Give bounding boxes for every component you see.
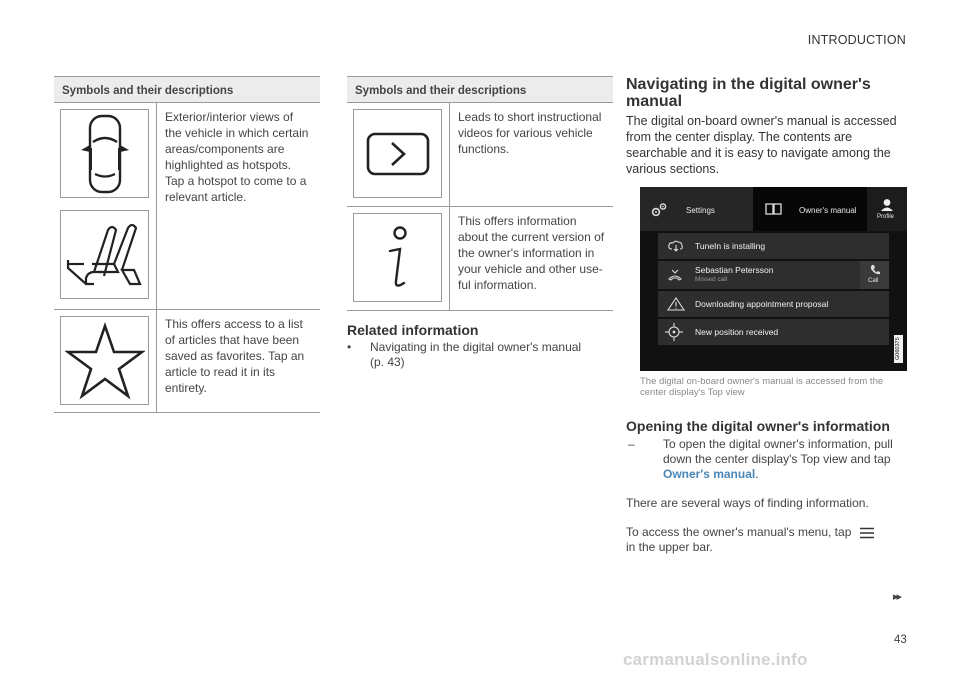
step-item: [626, 437, 908, 482]
notification-item[interactable]: [658, 261, 889, 289]
notification-item[interactable]: [658, 233, 889, 259]
related-link-text[interactable]: Navigating in the digital owner's manual (p. 43): [370, 340, 582, 369]
notification-title: New position received: [695, 327, 779, 337]
hamburger-menu-icon: [859, 527, 875, 539]
call-button[interactable]: [860, 261, 889, 289]
tab-owners-manual[interactable]: [753, 187, 867, 231]
step-text: To open the digital owner's information, pull down the center display's Top view and tap: [663, 437, 893, 466]
notification-item[interactable]: [658, 291, 889, 317]
icon-cell: [54, 103, 157, 309]
icon-cell: [347, 103, 450, 206]
user-icon: [880, 198, 894, 212]
notification-item[interactable]: [658, 319, 889, 345]
car-hotspot-icon: [60, 109, 149, 198]
section-intro: The digital on-board owner's manual is accessed from the center display. The contents are searchable and it is easy to navigate among the various sections.: [626, 114, 897, 176]
tab-settings[interactable]: [640, 187, 753, 231]
watermark: carmanualsonline.info: [623, 650, 808, 669]
warning-icon: [667, 297, 685, 311]
gps-position-icon: [664, 323, 684, 341]
page-number: 43: [894, 634, 907, 646]
call-label: Call: [868, 278, 879, 284]
info-icon: [353, 213, 442, 302]
related-link[interactable]: [347, 340, 597, 370]
center-display-image: [640, 187, 907, 371]
menu-text-end: in the upper bar.: [626, 540, 713, 554]
star-icon: [60, 316, 149, 405]
row-description: Leads to short instructional videos for various vehicle functions.: [458, 110, 602, 156]
section-navigating: [626, 76, 908, 177]
notification-title: Downloading appointment proposal: [695, 299, 829, 309]
bullet: •: [347, 340, 352, 354]
step-end: .: [755, 467, 759, 481]
row-description: This offers access to a list of articles that have been saved as favorites. Tap an article to read it in its entirety.: [165, 317, 305, 395]
table-heading: Symbols and their descriptions: [54, 77, 320, 103]
paragraph-menu: [626, 525, 908, 555]
row-description: Exterior/interior views of the vehicle in which certain areas/components are highlighted as hotspots. Tap a hotspot to come to a relevant article.: [165, 110, 309, 204]
table-row: [54, 310, 320, 413]
step-text-wrap: [663, 437, 908, 482]
notification-subtitle: Missed call: [695, 276, 728, 283]
opening-title: Opening the digital owner's information: [626, 418, 890, 434]
tab-manual-label: Owner's manual: [799, 206, 857, 215]
table-heading: Symbols and their descriptions: [347, 77, 613, 103]
related-title: Related information: [347, 322, 479, 338]
gear-icon: [650, 202, 668, 218]
icon-cell: [54, 310, 157, 412]
icon-cell: [347, 207, 450, 310]
row-description: This offers information about the current version of the owner's information in your vehicle and other use-ful information.: [458, 214, 605, 292]
section-title: Navigating in the digital owner's manual: [626, 76, 871, 110]
tab-profile[interactable]: [867, 187, 907, 231]
book-icon: [765, 202, 782, 215]
image-code: G060375: [894, 335, 903, 363]
tab-settings-label: Settings: [686, 206, 715, 215]
table-row: [347, 103, 613, 207]
notification-title: TuneIn is installing: [695, 241, 766, 251]
section-opening: [626, 418, 908, 555]
notification-title: Sebastian Petersson: [695, 265, 774, 275]
table-row: [347, 207, 613, 311]
play-video-icon: [353, 109, 442, 198]
image-caption: The digital on-board owner's manual is accessed from the center display's Top view: [640, 376, 884, 398]
symbols-table-middle: [347, 76, 613, 311]
next-page-arrows[interactable]: ▸▸: [893, 591, 901, 603]
owners-manual-keyword: Owner's manual: [663, 467, 756, 481]
symbols-table-left: [54, 76, 320, 413]
cloud-download-icon: [668, 240, 684, 252]
paragraph-finding: There are several ways of finding information.: [626, 496, 869, 510]
missed-call-icon: [668, 269, 682, 281]
tab-profile-label: Profile: [877, 214, 895, 220]
seat-hotspot-icon: [60, 210, 149, 299]
table-row: [54, 103, 320, 310]
menu-text: To access the owner's manual's menu, tap: [626, 525, 852, 539]
step-dash: –: [628, 437, 635, 451]
phone-icon: [870, 264, 880, 275]
section-header: INTRODUCTION: [807, 33, 906, 47]
